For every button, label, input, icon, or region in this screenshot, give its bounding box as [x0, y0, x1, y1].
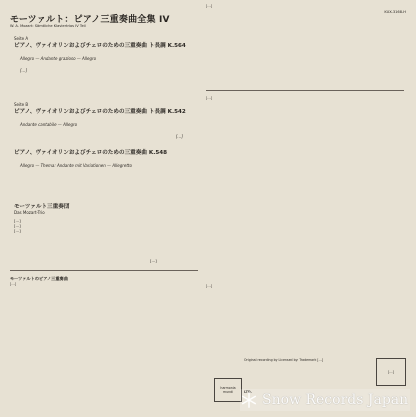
copyright-text: Original recording by Licensed by: Trademark […]: [244, 358, 323, 362]
article-body: […]: [10, 282, 17, 286]
liner-notes-right-middle: [206, 96, 404, 101]
snow-records-watermark: [240, 389, 410, 411]
liner-notes-right-top: [206, 4, 404, 9]
movement-line: […]: [175, 133, 183, 139]
liner-notes-right-bottom: [206, 284, 404, 289]
movement-line: Andante cantabile — Allegro: [20, 122, 78, 127]
album-title: モーツァルト：ピアノ三重奏曲全集 IV: [10, 15, 170, 25]
track-block-1: [14, 36, 189, 73]
catalog-number: KUX-3168-H: [384, 10, 406, 14]
article-heading: モーツァルトのピアノ三重奏曲: [10, 276, 68, 281]
track-block-2: [14, 102, 189, 139]
article-body: […]: [206, 96, 213, 100]
movement-line: Allegro — Andante grazioso — Allegro: [20, 56, 97, 61]
liner-notes-credit: […]: [150, 258, 157, 263]
snowflake-icon: [240, 391, 258, 409]
track-title: ピアノ、ヴァイオリンおよびチェロのための三重奏曲 ト長調 K.542: [14, 109, 186, 115]
performer-line: […]: [14, 228, 21, 233]
movement-line: Allegro — Thema: Andante mit Variationen — Allegretto: [20, 163, 132, 168]
track-title: ピアノ、ヴァイオリンおよびチェロのための三重奏曲 ト長調 K.564: [14, 43, 186, 49]
performer-line: […]: [14, 218, 21, 223]
article-body: […]: [206, 284, 213, 288]
divider: [206, 90, 404, 91]
article-body: […]: [206, 4, 213, 8]
harmonia-mundi-logo: harmonia mundi: [214, 378, 242, 402]
company-ltd: LTD.: [244, 390, 253, 394]
divider: [10, 270, 198, 271]
watermark-text: Snow Records Japan: [262, 392, 409, 408]
track-block-3: [14, 150, 189, 169]
side-label: Seite A: [14, 36, 29, 41]
movement-line: […]: [20, 67, 28, 73]
performer-list: [14, 218, 184, 233]
performer-ensemble-en: Das Mozart-Trio: [14, 210, 45, 215]
performer-ensemble: モーツァルト三重奏団: [14, 204, 70, 210]
stereo-badge: […]: [376, 358, 406, 386]
album-subtitle: W. A. Mozart: Sämtliche Klaviertrios IV Teil: [10, 24, 86, 28]
side-label: Seite B: [14, 102, 29, 107]
liner-notes-left: [10, 276, 198, 391]
track-title: ピアノ、ヴァイオリンおよびチェロのための三重奏曲 K.548: [14, 150, 168, 156]
performer-line: […]: [14, 223, 21, 228]
